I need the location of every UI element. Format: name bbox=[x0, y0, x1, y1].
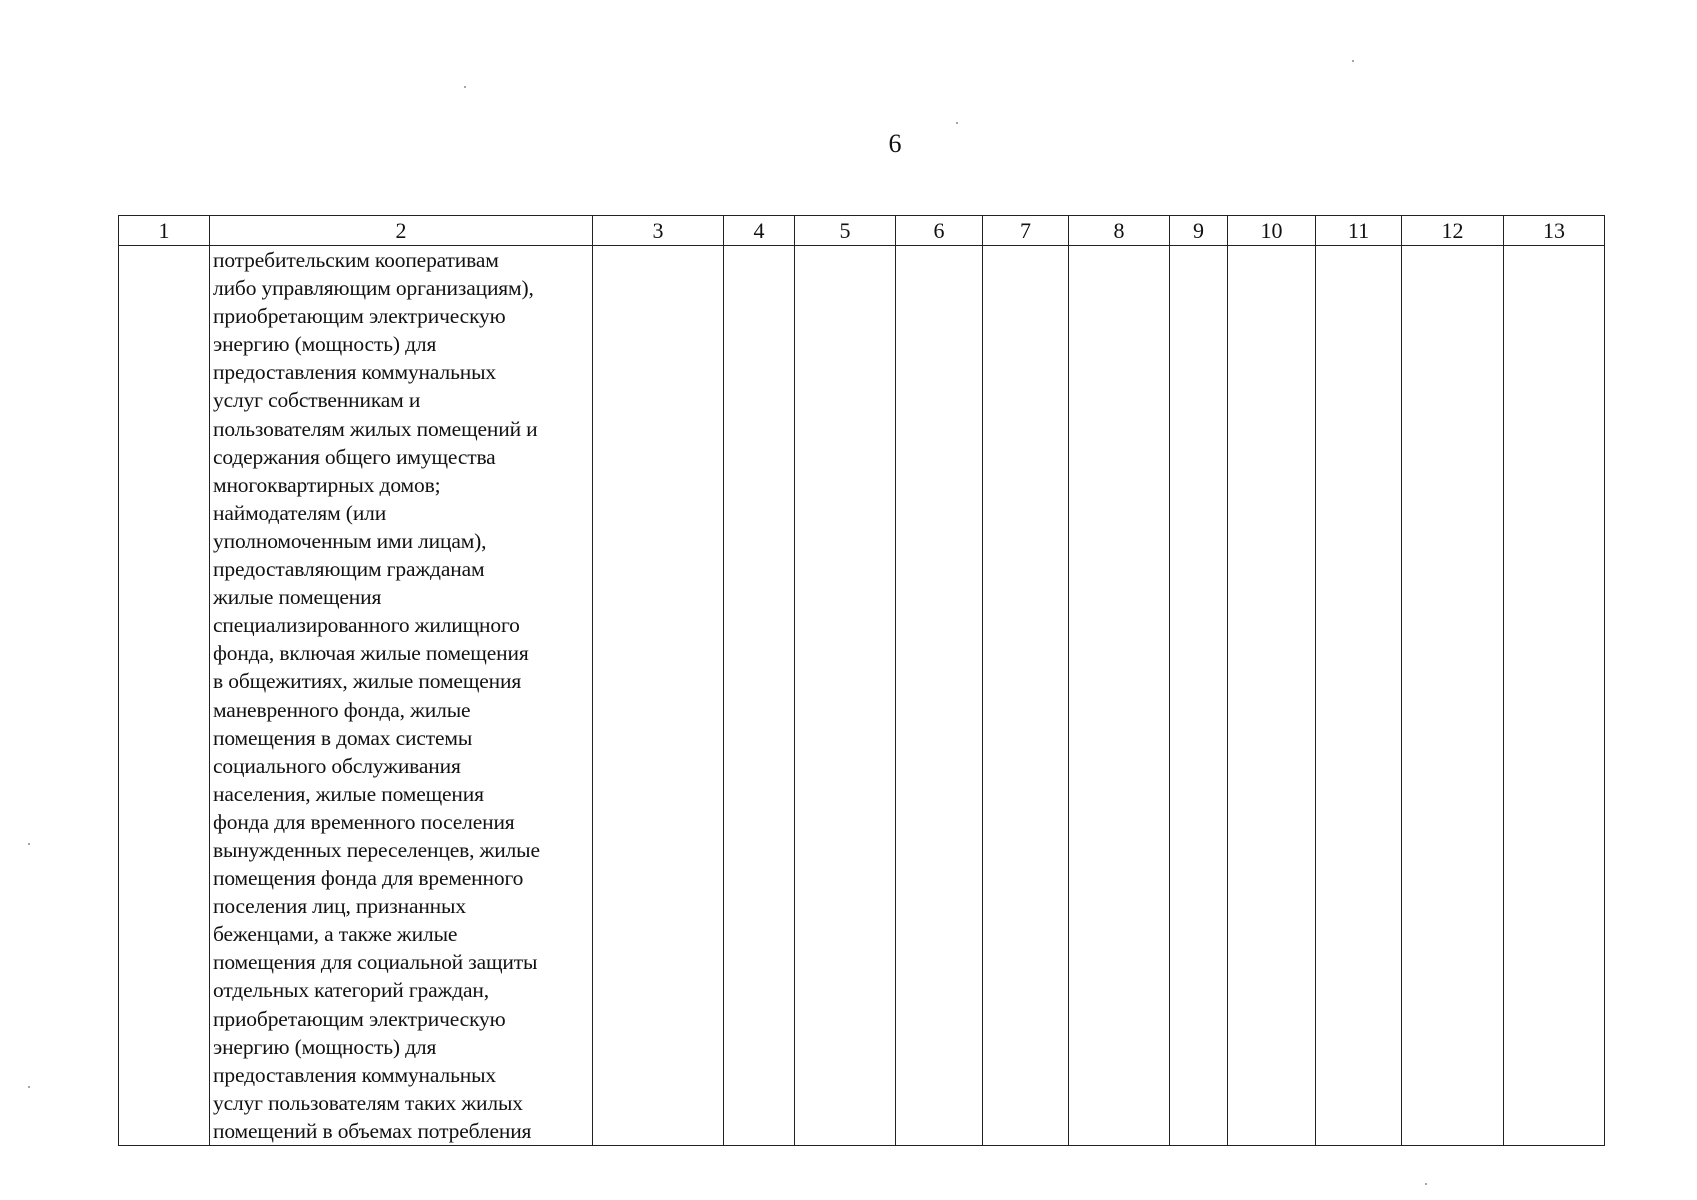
cell-text-line: пользователям жилых помещений и bbox=[213, 416, 538, 441]
cell-text-line: беженцами, а также жилые bbox=[213, 922, 458, 947]
scan-speck bbox=[464, 86, 466, 88]
cell-text-line: уполномоченным ими лицам), bbox=[213, 528, 487, 553]
column-header: 3 bbox=[593, 216, 724, 246]
table-cell-col11 bbox=[1316, 246, 1402, 1146]
column-header: 10 bbox=[1228, 216, 1316, 246]
cell-text bbox=[210, 246, 592, 1145]
cell-text-line: социального обслуживания bbox=[213, 753, 461, 778]
cell-text-line: в общежитиях, жилые помещения bbox=[213, 669, 522, 694]
cell-text-line: многоквартирных домов; bbox=[213, 472, 441, 497]
column-header: 2 bbox=[210, 216, 593, 246]
column-header: 9 bbox=[1170, 216, 1228, 246]
table-header-row bbox=[119, 216, 1605, 246]
table-cell-col3 bbox=[593, 246, 724, 1146]
table-cell-col10 bbox=[1228, 246, 1316, 1146]
cell-text-line: помещения в домах системы bbox=[213, 725, 473, 750]
table-cell-col13 bbox=[1504, 246, 1605, 1146]
table-cell-col7 bbox=[983, 246, 1069, 1146]
table-cell-col4 bbox=[724, 246, 795, 1146]
cell-text-line: помещения для социальной защиты bbox=[213, 950, 538, 975]
cell-text-line: услуг пользователям таких жилых bbox=[213, 1090, 523, 1115]
page-number: 6 bbox=[888, 129, 902, 158]
column-header: 8 bbox=[1069, 216, 1170, 246]
cell-text-line: энергию (мощность) для bbox=[213, 1034, 437, 1059]
table-cell-col12 bbox=[1402, 246, 1504, 1146]
cell-text-line: специализированного жилищного bbox=[213, 613, 520, 638]
column-header: 1 bbox=[119, 216, 210, 246]
cell-text-line: фонда для временного поселения bbox=[213, 809, 515, 834]
cell-text-line: населения, жилые помещения bbox=[213, 781, 484, 806]
table-cell-col9 bbox=[1170, 246, 1228, 1146]
cell-text-line: услуг собственникам и bbox=[213, 388, 421, 413]
cell-text-line: либо управляющим организациям), bbox=[213, 276, 534, 301]
cell-text-line: помещения фонда для временного bbox=[213, 866, 524, 891]
column-header: 12 bbox=[1402, 216, 1504, 246]
cell-text-line: отдельных категорий граждан, bbox=[213, 978, 490, 1003]
cell-text-line: предоставляющим гражданам bbox=[213, 557, 485, 582]
column-header: 11 bbox=[1316, 216, 1402, 246]
cell-text-line: предоставления коммунальных bbox=[213, 1062, 496, 1087]
table-cell-col5 bbox=[795, 246, 896, 1146]
cell-text-line: наймодателям (или bbox=[213, 500, 387, 525]
table-cell-col1 bbox=[119, 246, 210, 1146]
column-header: 7 bbox=[983, 216, 1069, 246]
scan-speck bbox=[1352, 60, 1354, 62]
column-header: 5 bbox=[795, 216, 896, 246]
cell-text-line: приобретающим электрическую bbox=[213, 1006, 506, 1031]
cell-text-line: вынужденных переселенцев, жилые bbox=[213, 837, 540, 862]
cell-text-line: жилые помещения bbox=[213, 585, 382, 610]
column-header: 4 bbox=[724, 216, 795, 246]
cell-text-line: поселения лиц, признанных bbox=[213, 894, 466, 919]
cell-text-line: приобретающим электрическую bbox=[213, 304, 506, 329]
column-header: 13 bbox=[1504, 216, 1605, 246]
cell-text-line: содержания общего имущества bbox=[213, 444, 496, 469]
scan-speck bbox=[956, 122, 958, 124]
cell-text-line: маневренного фонда, жилые bbox=[213, 697, 471, 722]
table-cell-col6 bbox=[896, 246, 983, 1146]
cell-text-line: помещений в объемах потребления bbox=[213, 1118, 532, 1143]
column-header: 6 bbox=[896, 216, 983, 246]
table-cell-col2 bbox=[210, 246, 593, 1146]
table-row bbox=[119, 246, 1605, 1146]
cell-text-line: предоставления коммунальных bbox=[213, 360, 496, 385]
scan-speck bbox=[28, 843, 30, 845]
table-cell-col8 bbox=[1069, 246, 1170, 1146]
cell-text-line: энергию (мощность) для bbox=[213, 332, 437, 357]
scan-speck bbox=[28, 1086, 30, 1088]
cell-text-line: фонда, включая жилые помещения bbox=[213, 641, 529, 666]
data-table bbox=[118, 215, 1605, 1146]
cell-text-line: потребительским кооперативам bbox=[213, 248, 499, 272]
scan-speck bbox=[1425, 1183, 1427, 1185]
